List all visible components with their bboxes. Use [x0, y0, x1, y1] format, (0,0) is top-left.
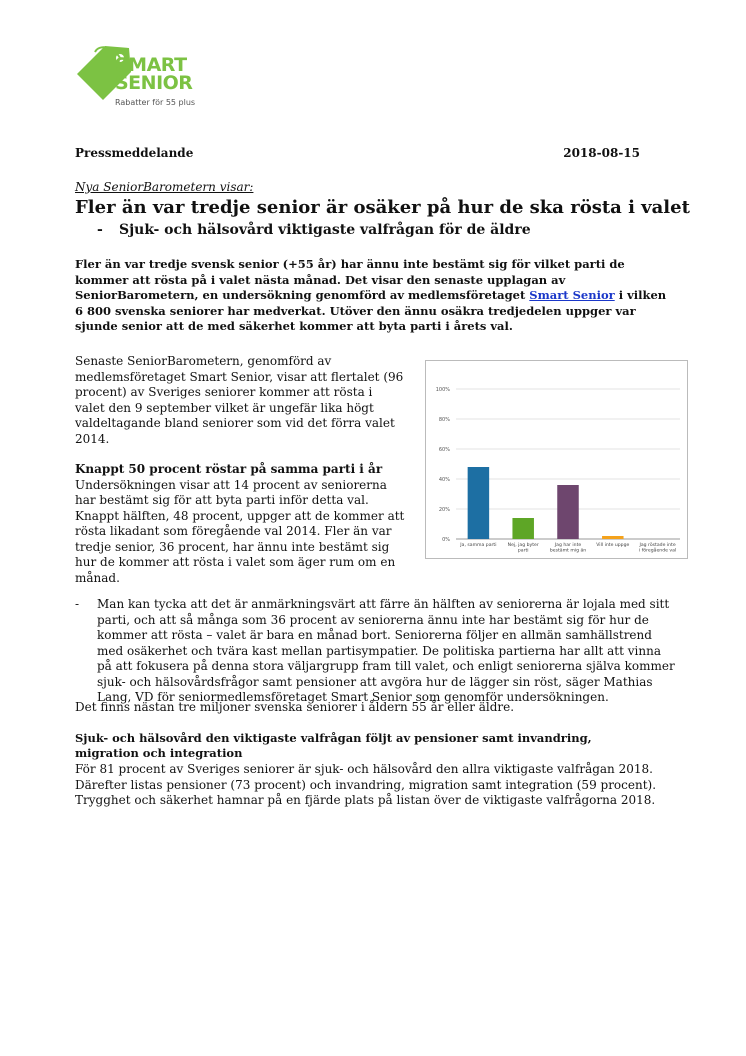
kicker: Nya SeniorBarometern visar: — [75, 180, 254, 194]
chart-svg — [426, 361, 687, 558]
same-party-paragraph: Undersökningen visar att 14 procent av seniorerna har bestämt sig för att byta parti inför detta val. Knappt hälften, 48 procent, uppger att de kommer att rösta likadant som föregående val 2014. Fler än var tredje senior, 36 procent, har ännu inte bestämt sig hur de kommer att rösta i valet som äger rum om en månad. — [75, 477, 405, 585]
logo-tagline: Rabatter för 55 plus — [115, 98, 196, 107]
left-column — [75, 354, 405, 601]
quote-dash: - — [75, 597, 80, 611]
release-date: 2018-08-15 — [563, 146, 640, 160]
x-tick-label: Ja, samma parti — [460, 543, 497, 548]
logo — [75, 42, 205, 112]
x-tick-label: i föregående val — [638, 548, 677, 554]
y-tick-label: 60% — [438, 447, 450, 453]
y-tick-label: 40% — [438, 477, 450, 483]
page-title: Fler än var tredje senior är osäker på hur de ska rösta i valet — [75, 197, 690, 218]
lead-text-start: Fler än var tredje svensk senior (+55 år) har ännu inte bestämt sig för vilket parti de kommer att rösta på i valet nästa månad. Det visar den senaste upplagan av SeniorBarometern, en undersökning genomförd av medlemsföretaget — [75, 257, 625, 302]
logo-wordmark — [115, 56, 192, 92]
y-tick-label: 100% — [435, 387, 450, 393]
subhead-dash: - — [97, 222, 103, 238]
logo-line2: SENIOR — [115, 72, 193, 94]
bar — [602, 536, 624, 539]
section-heading-health: Sjuk- och hälsovård den viktigaste valfrågan följt av pensioner samt invandring, migration och integration — [75, 731, 592, 760]
y-tick-label: 0% — [442, 537, 450, 543]
bar — [512, 518, 534, 539]
x-tick-label: Jag röstade inte — [639, 543, 676, 548]
section-heading-same-party: Knappt 50 procent röstar på samma parti i år — [75, 462, 383, 476]
bar — [557, 485, 579, 539]
y-tick-label: 80% — [438, 417, 450, 423]
bar — [468, 467, 490, 539]
x-tick-label: parti — [517, 548, 529, 554]
intro-paragraph: Senaste SeniorBarometern, genomförd av medlemsföretaget Smart Senior, visar att flertalet (96 procent) av Sveriges seniorer kommer att rösta i valet den 9 september vilket är ungefär lika högt valdeltagande bland seniorer som vid det förra valet 2014. — [75, 354, 404, 446]
quote-block — [75, 597, 677, 706]
doc-type-label: Pressmeddelande — [75, 146, 194, 160]
x-tick-label: bestämt mig än — [549, 548, 587, 554]
bar-chart — [425, 360, 688, 559]
y-tick-label: 20% — [438, 507, 450, 513]
lead-text-end: i vilken 6 800 svenska seniorer har medverkat. Utöver den ännu osäkra tredjedelen uppger var sjunde senior att de med säkerhet kommer att byta parti i årets val. — [75, 288, 667, 333]
x-tick-label: Nej, jag byter — [507, 543, 539, 548]
x-tick-label: Jag har inte — [554, 543, 582, 548]
subheading — [97, 222, 531, 238]
logo-line1: SMART — [115, 54, 187, 76]
x-tick-label: Vill inte uppge — [596, 543, 630, 548]
senior-count-paragraph: Det finns nästan tre miljoner svenska seniorer i åldern 55 år eller äldre. — [75, 700, 515, 714]
health-paragraph: För 81 procent av Sveriges seniorer är sjuk- och hälsovård den allra viktigaste valfrågan 2018. Därefter listas pensioner (73 procent) och invandring, migration samt integration (59 procent). Trygghet och säkerhet hamnar på en fjärde plats på listan över de viktigaste valfrågorna 2018. — [75, 762, 657, 807]
quote-text: Man kan tycka att det är anmärkningsvärt att färre än hälften av seniorerna är lojala med sitt parti, och att så många som 36 procent av seniorerna ännu inte har bestämt sig för hur de kommer att rösta – valet är bara en månad bort. Seniorerna följer en allmän samhällstrend med osäkerhet och tvära kast mellan partisympatier. De politiska partierna har allt att vinna på att fokusera på denna stora väljargrupp fram till valet, och enligt seniorerna själva kommer sjuk- och hälsovårdsfrågor samt pensioner att avgöra hur de lägger sin röst, säger Mathias Lang, VD för seniormedlemsföretaget Smart Senior som genomför undersökningen. — [97, 597, 675, 704]
lead-paragraph — [75, 257, 675, 335]
smart-senior-link[interactable]: Smart Senior — [529, 288, 615, 302]
subheading-text: Sjuk- och hälsovård viktigaste valfrågan för de äldre — [119, 222, 531, 238]
